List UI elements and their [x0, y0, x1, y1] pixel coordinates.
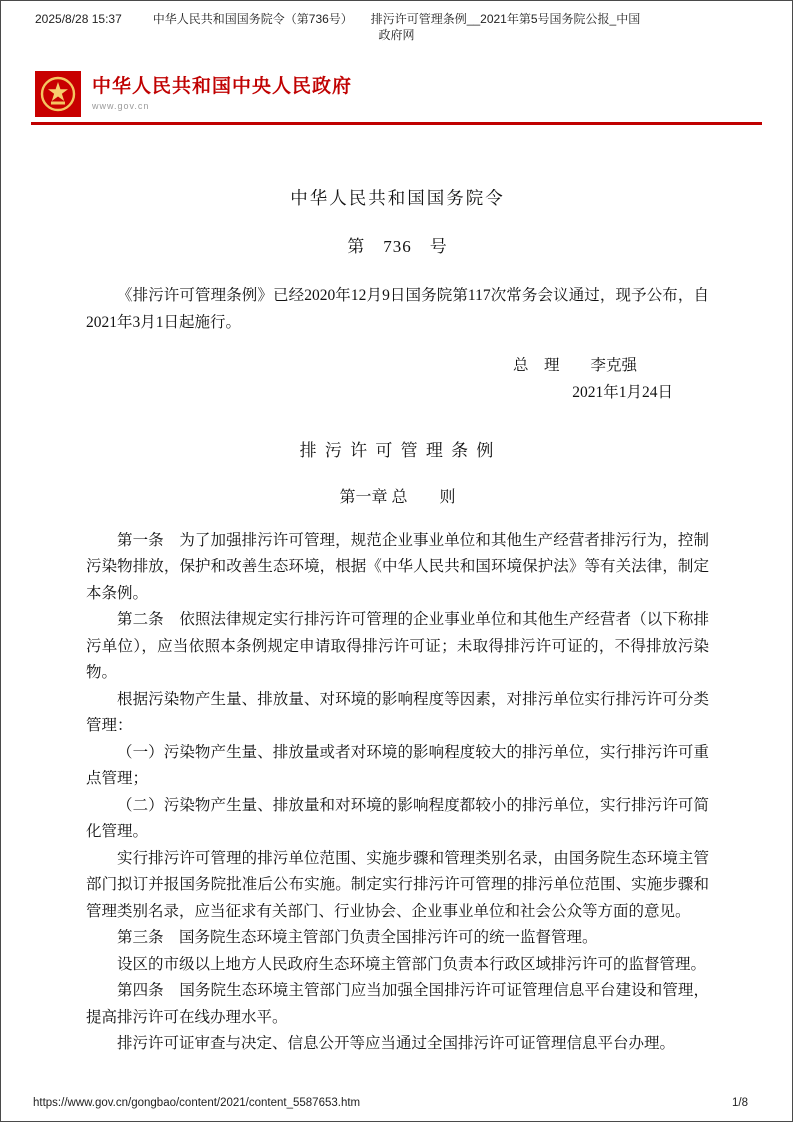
body-paragraph: 实行排污许可管理的排污单位范围、实施步骤和管理类别名录，由国务院生态环境主管部门拟订并报国务院批准后公布实施。制定实行排污许可管理的排污单位范围、实施步骤和管理类别名录，应当征求有关部门、行业协会、企业事业单位和社会公众等方面的意见。 [86, 849, 709, 920]
banner-text [92, 71, 762, 111]
banner-divider [31, 122, 762, 125]
body-paragraph: 设区的市级以上地方人民政府生态环境主管部门负责本行政区域排污许可的监督管理。 [117, 955, 707, 973]
regulation-text [86, 528, 709, 1058]
body-paragraph: （一）污染物产生量、排放量或者对环境的影响程度较大的排污单位，实行排污许可重点管理； [86, 743, 709, 787]
gov-site-banner [35, 71, 762, 119]
chapter-heading: 第一章 总 则 [339, 488, 456, 506]
decree-number: 第 736 号 [347, 237, 448, 256]
document-body [86, 181, 709, 1058]
signer-line: 总 理 李克强 [512, 356, 637, 374]
body-paragraph: 第四条 国务院生态环境主管部门应当加强全国排污许可证管理信息平台建设和管理，提高排污许可在线办理水平。 [86, 982, 709, 1026]
page-number: 1/8 [732, 1097, 748, 1109]
body-paragraph: 第二条 依照法律规定实行排污许可管理的企业事业单位和其他生产经营者（以下称排污单位），应当依照本条例规定申请取得排污许可证；未取得排污许可证的，不得排放污染物。 [86, 611, 709, 681]
national-emblem-icon [35, 71, 81, 117]
sign-date: 2021年1月24日 [572, 383, 673, 401]
body-paragraph: 根据污染物产生量、排放量、对环境的影响程度等因素，对排污单位实行排污许可分类管理： [86, 690, 709, 734]
body-paragraph: （二）污染物产生量、排放量和对环境的影响程度都较小的排污单位，实行排污许可简化管理。 [86, 796, 709, 840]
body-paragraph: 第一条 为了加强排污许可管理，规范企业事业单位和其他生产经营者排污行为，控制污染物排放，保护和改善生态环境，根据《中华人民共和国环境保护法》等有关法律，制定本条例。 [86, 531, 709, 602]
promulgation-paragraph: 《排污许可管理条例》已经2020年12月9日国务院第117次常务会议通过，现予公布，自2021年3月1日起施行。 [86, 287, 709, 331]
decree-title: 中华人民共和国国务院令 [290, 188, 505, 208]
body-paragraph: 排污许可证审查与决定、信息公开等应当通过全国排污许可证管理信息平台办理。 [117, 1035, 676, 1052]
site-url: www.gov.cn [92, 101, 150, 111]
print-page-title: 中华人民共和国国务院令（第736号） 排污许可管理条例__2021年第5号国务院公报_中国政府网 [152, 12, 641, 42]
regulation-title: 排 污 许 可 管 理 条 例 [299, 440, 496, 460]
body-paragraph: 第三条 国务院生态环境主管部门负责全国排污许可的统一监督管理。 [117, 929, 598, 946]
print-header [31, 11, 762, 43]
site-name: 中华人民共和国中央人民政府 [92, 76, 353, 97]
source-url: https://www.gov.cn/gongbao/content/2021/content_5587653.htm [33, 1097, 361, 1109]
print-timestamp: 2025/8/28 15:37 [35, 12, 122, 26]
